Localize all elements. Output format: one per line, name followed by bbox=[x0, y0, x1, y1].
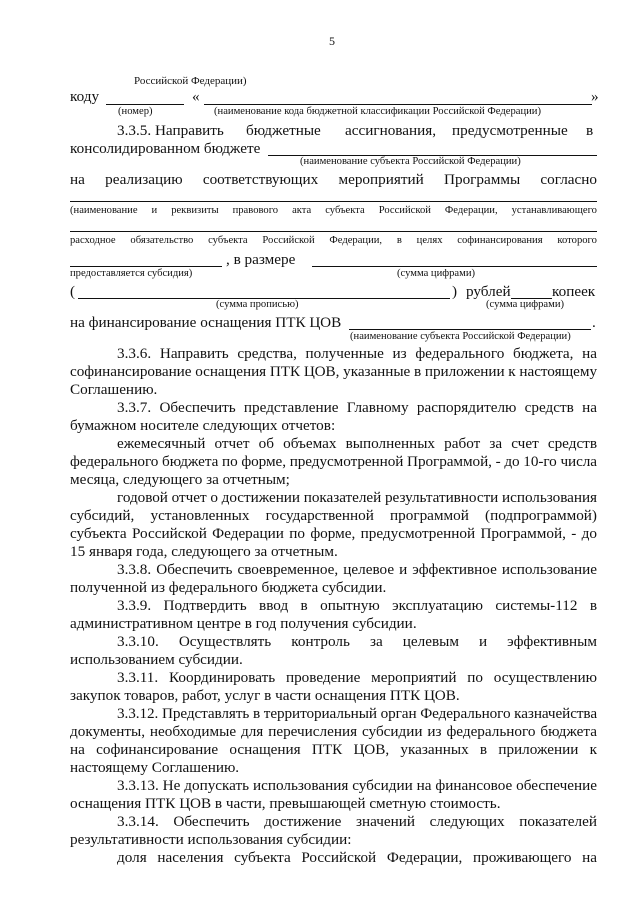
p335-w2: бюджетные bbox=[246, 122, 321, 139]
body-line: 3.3.13. Не допускать использования субсидии на финансовое обеспечение bbox=[117, 777, 597, 794]
subject-blank-2 bbox=[349, 329, 591, 330]
body-line: месяца, следующего за отчетным; bbox=[70, 471, 290, 488]
financing-line: на финансирование оснащения ПТК ЦОВ bbox=[70, 314, 342, 331]
body-line: годовой отчет о достижении показателей результативности использования bbox=[117, 489, 597, 506]
body-line: результативности использования субсидии: bbox=[70, 831, 352, 848]
body-line: административном центре в год получения субсидии. bbox=[70, 615, 417, 632]
quote-open: « bbox=[192, 88, 200, 105]
body-line: 3.3.9. Подтвердить ввод в опытную эксплуатацию системы-112 в bbox=[117, 597, 597, 614]
caption-subject: (наименование субъекта Российской Федерации) bbox=[300, 156, 521, 167]
caption-digits-2: (сумма цифрами) bbox=[486, 299, 565, 310]
paren-open: ( bbox=[70, 283, 76, 300]
caption-digits: (сумма цифрами) bbox=[397, 268, 476, 279]
p335-w5: в bbox=[586, 122, 594, 139]
page-number: 5 bbox=[329, 34, 335, 48]
in-amount-label: , в размере bbox=[226, 251, 296, 268]
caption-word: Федерации, bbox=[329, 235, 383, 246]
caption-word: и bbox=[151, 205, 158, 216]
caption-word: (наименование bbox=[70, 205, 138, 216]
paren-close: ) bbox=[452, 283, 458, 300]
caption-act bbox=[70, 206, 597, 217]
body-line: 3.3.6. Направить средства, полученные из федерального бюджета, на bbox=[117, 345, 597, 362]
caption-word: акта bbox=[292, 205, 312, 216]
caption-word: субъекта bbox=[208, 235, 248, 246]
caption-word: которого bbox=[557, 235, 597, 246]
p335-w3: ассигнования, bbox=[345, 122, 437, 139]
p335-line2: консолидированном бюджете bbox=[70, 140, 261, 157]
caption-word: обязательство bbox=[130, 235, 194, 246]
caption-subsidy: предоставляется субсидия) bbox=[70, 268, 193, 279]
caption-obligation bbox=[70, 236, 597, 247]
body-line: бумажном носителе следующих отчетов: bbox=[70, 417, 336, 434]
body-line: субсидий, установленных государственной программой (подпрограммой) bbox=[70, 507, 597, 524]
p335-line3 bbox=[70, 172, 597, 187]
body-line: использованием субсидии. bbox=[70, 651, 243, 668]
word: согласно bbox=[540, 171, 597, 188]
rf-tail-caption: Российской Федерации) bbox=[134, 75, 247, 87]
body-line: 3.3.7. Обеспечить представление Главному распорядителю средств на bbox=[117, 399, 597, 416]
caption-number: (номер) bbox=[118, 106, 153, 117]
body-line: 3.3.8. Обеспечить своевременное, целевое и эффективное использование bbox=[117, 561, 597, 578]
p335-w4: предусмотренные bbox=[452, 122, 568, 139]
code-name-blank bbox=[204, 104, 592, 105]
caption-word: устанавливающего bbox=[511, 205, 597, 216]
caption-words: (сумма прописью) bbox=[216, 299, 299, 310]
subsidy-blank bbox=[70, 266, 222, 267]
caption-word: Федерации, bbox=[444, 205, 498, 216]
body-line: 15 января года, следующего за отчетным. bbox=[70, 543, 338, 560]
code-label: коду bbox=[70, 88, 100, 105]
word: реализацию bbox=[105, 171, 183, 188]
caption-word: в bbox=[396, 235, 402, 246]
caption-word: софинансирования bbox=[457, 235, 543, 246]
body-line: 3.3.11. Координировать проведение мероприятий по осуществлению bbox=[117, 669, 597, 686]
body-line: 3.3.14. Обеспечить достижение значений следующих показателей bbox=[117, 813, 597, 830]
body-line: 3.3.12. Представлять в территориальный орган Федерального казначейства bbox=[117, 705, 597, 722]
body-line: субъекта Российской Федерации по форме, предусмотренной Программой, - до bbox=[70, 525, 597, 542]
body-line: на софинансирование оснащения ПТК ЦОВ, указанных в приложении к bbox=[70, 741, 597, 758]
body-line: федерального бюджета по форме, предусмотренной Программой, - до 10-го числа bbox=[70, 453, 597, 470]
kopecks-label: копеек bbox=[552, 283, 596, 300]
caption-word: правового bbox=[232, 205, 279, 216]
body-line: оснащения ПТК ЦОВ в части, превышающей сметную стоимость. bbox=[70, 795, 501, 812]
act-blank bbox=[70, 201, 597, 202]
body-line: документы, необходимые для перечисления субсидии из федерального бюджета bbox=[70, 723, 597, 740]
body-line: Соглашению. bbox=[70, 381, 158, 398]
caption-word: реквизиты bbox=[171, 205, 219, 216]
body-line: закупок товаров, работ, услуг в части оснащения ПТК ЦОВ. bbox=[70, 687, 460, 704]
body-line: ежемесячный отчет об объемах выполненных работ за счет средств bbox=[117, 435, 597, 452]
word: соответствующих bbox=[202, 171, 319, 188]
caption-word: Российской bbox=[262, 235, 315, 246]
body-line: настоящему Соглашению. bbox=[70, 759, 240, 776]
rubles-label: рублей bbox=[466, 283, 511, 300]
body-line: софинансирование оснащения ПТК ЦОВ, указанные в приложении к настоящему bbox=[70, 363, 597, 380]
word: мероприятий bbox=[338, 171, 424, 188]
word: Программы bbox=[444, 171, 521, 188]
body-line: 3.3.10. Осуществлять контроль за целевым и эффективным bbox=[117, 633, 597, 650]
obligation-blank bbox=[70, 231, 597, 232]
caption-word: Российской bbox=[378, 205, 431, 216]
body-line: доля населения субъекта Российской Федерации, проживающего на bbox=[117, 849, 597, 866]
caption-subject-2: (наименование субъекта Российской Федерации) bbox=[350, 331, 571, 342]
quote-close: » bbox=[591, 88, 599, 105]
caption-word: целях bbox=[416, 235, 443, 246]
caption-word: расходное bbox=[70, 235, 116, 246]
amount-digits-blank bbox=[312, 266, 597, 267]
caption-code-name: (наименование кода бюджетной классификации Российской Федерации) bbox=[214, 106, 541, 117]
word: на bbox=[70, 171, 85, 188]
financing-dot: . bbox=[592, 314, 596, 331]
code-number-blank bbox=[106, 104, 184, 105]
p335-w1: 3.3.5. Направить bbox=[117, 122, 224, 139]
body-line: полученной из федерального бюджета субсидии. bbox=[70, 579, 387, 596]
caption-word: субъекта bbox=[325, 205, 365, 216]
